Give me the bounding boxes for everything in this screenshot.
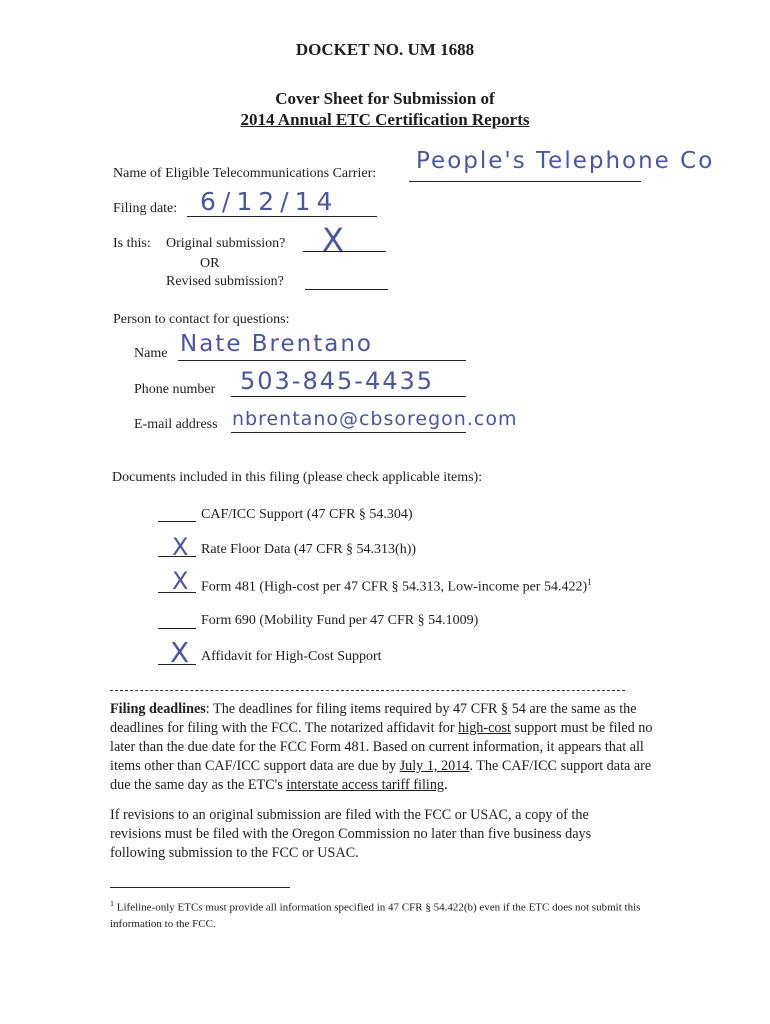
deadlines-underline: interstate access tariff filing	[286, 777, 445, 793]
carrier-line	[409, 181, 641, 182]
document-checkbox[interactable]	[158, 628, 196, 629]
footnote-ref: 1	[587, 577, 592, 587]
dashed-divider	[110, 690, 625, 691]
filing-date-line	[187, 216, 377, 217]
document-mark: X	[172, 533, 189, 561]
phone-value[interactable]: 503-845-4435	[240, 367, 435, 395]
email-label: E-mail address	[134, 417, 218, 432]
phone-line	[231, 396, 466, 397]
document-mark: X	[170, 636, 190, 669]
document-label: Affidavit for High-Cost Support	[201, 649, 382, 664]
name-line	[178, 360, 466, 361]
revised-line[interactable]	[305, 289, 388, 290]
footnote-rule	[110, 887, 290, 888]
original-label: Original submission?	[166, 236, 286, 251]
document-label: Rate Floor Data (47 CFR § 54.313(h))	[201, 542, 417, 557]
document-label: Form 690 (Mobility Fund per 47 CFR § 54.1009)	[201, 613, 479, 628]
document-checkbox[interactable]	[158, 521, 196, 522]
filing-date-value[interactable]: 6/12/14	[200, 187, 339, 216]
deadlines-text: : The deadlines for filing items required by 47 CFR § 54 are the same as the deadlines for filing with the FCC. The notarized affidavit for	[110, 701, 637, 736]
carrier-label: Name of Eligible Telecommunications Carrier:	[113, 166, 377, 181]
footnote-text: Lifeline-only ETCs must provide all information specified in 47 CFR § 54.422(b) even if the ETC does not submit this information to the FCC.	[110, 901, 641, 930]
name-value[interactable]: Nate Brentano	[180, 331, 373, 357]
revisions-paragraph: If revisions to an original submission are filed with the FCC or USAC, a copy of the revisions must be filed with the Oregon Commission no later than five business days following submission to the FCC or USAC.	[110, 807, 592, 861]
deadlines-underline: high-cost	[458, 720, 511, 736]
revised-label: Revised submission?	[166, 274, 284, 289]
contact-label: Person to contact for questions:	[113, 312, 290, 327]
deadlines-paragraph	[110, 700, 660, 795]
email-line	[231, 432, 466, 433]
document-label	[201, 577, 592, 596]
deadlines-heading: Filing deadlines	[110, 701, 206, 717]
filing-date-label: Filing date:	[113, 201, 178, 216]
footnote	[110, 896, 650, 932]
deadlines-date: July 1, 2014	[399, 758, 470, 774]
title-line-2: 2014 Annual ETC Certification Reports	[240, 110, 530, 129]
document-mark: X	[172, 567, 189, 595]
phone-label: Phone number	[134, 382, 216, 397]
email-value[interactable]: nbrentano@cbsoregon.com	[232, 408, 518, 430]
or-label: OR	[200, 256, 220, 271]
original-mark[interactable]: X	[322, 221, 346, 259]
name-label: Name	[134, 346, 168, 361]
documents-label: Documents included in this filing (please check applicable items):	[112, 470, 483, 485]
document-label: CAF/ICC Support (47 CFR § 54.304)	[201, 507, 413, 522]
deadlines-text: support must be filed no later than the due date for the FCC Form 481. Based on current information, it appears that all items other than CAF/ICC support data are due by	[110, 720, 653, 774]
document-label-text: Form 481 (High-cost per 47 CFR § 54.313, Low-income per 54.422)	[201, 579, 588, 595]
deadlines-text: . The CAF/ICC support data are due the same day as the ETC's	[110, 758, 652, 793]
footnote-number: 1	[110, 899, 114, 908]
carrier-value[interactable]: People's Telephone Co	[416, 148, 715, 174]
docket-number: DOCKET NO. UM 1688	[295, 40, 475, 59]
is-this-label: Is this:	[113, 236, 151, 251]
deadlines-text: .	[444, 777, 448, 793]
title-line-1: Cover Sheet for Submission of	[275, 89, 495, 108]
